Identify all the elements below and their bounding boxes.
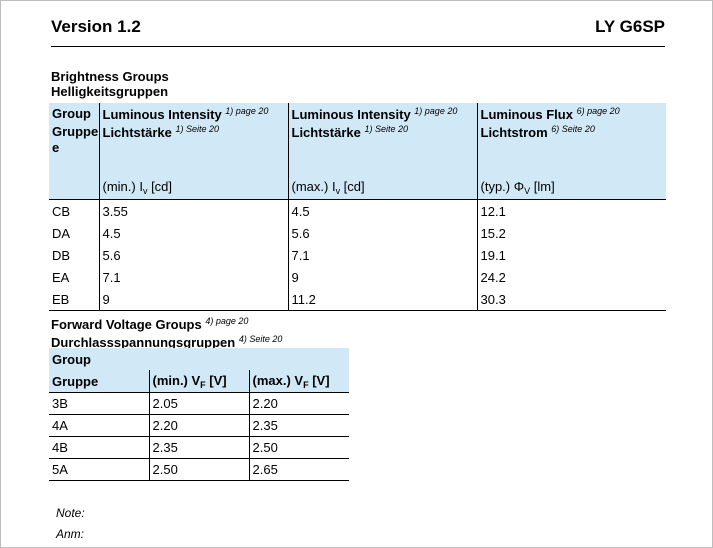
cell-max: 9 xyxy=(288,266,477,288)
cell-min: 9 xyxy=(99,288,288,311)
brightness-title xyxy=(51,69,169,99)
cell-min: 3.55 xyxy=(99,200,288,223)
cell-max: 5.6 xyxy=(288,222,477,244)
cell-min: 2.50 xyxy=(149,459,249,481)
table-row xyxy=(49,393,349,415)
col-max-de: Lichtstärke $^{1) Seite 20}$ xyxy=(288,124,477,156)
unit-flux: (typ.) $\Phi_V$ [lm] xyxy=(477,156,666,200)
cell-group: EA xyxy=(52,269,70,285)
table-row xyxy=(49,459,349,481)
table-row xyxy=(49,222,666,244)
table-row xyxy=(49,437,349,459)
cell-max: 11.2 xyxy=(288,288,477,311)
table-row xyxy=(49,415,349,437)
col-flux: Luminous Flux $^{6) page 20}$ xyxy=(477,103,666,124)
brightness-title-de: Helligkeitsgruppen xyxy=(51,84,169,99)
col-flux-de: Lichtstrom $^{6) Seite 20}$ xyxy=(477,124,666,156)
cell-min: 7.1 xyxy=(99,266,288,288)
unit-max: (max.) $I_v$ [cd] xyxy=(288,156,477,200)
voltage-title-en: Forward Voltage Groups $^{4) page 20}$ xyxy=(51,316,249,332)
col-group-en: Group xyxy=(52,351,91,367)
unit-min: (min.) $I_v$ [cd] xyxy=(99,156,288,200)
note-label: Note: xyxy=(56,506,85,520)
col-group-de: Gruppe e xyxy=(52,124,99,155)
cell-max: 7.1 xyxy=(288,244,477,266)
cell-min: 2.35 xyxy=(149,437,249,459)
brightness-title-en: Brightness Groups xyxy=(51,69,169,84)
col-group-en: Group xyxy=(52,106,91,121)
cell-max: 2.65 xyxy=(249,459,349,481)
col-max-intensity: Luminous Intensity $^{1) page 20}$ xyxy=(288,103,477,124)
table-row xyxy=(49,266,666,288)
page-header xyxy=(51,14,665,47)
col-min-intensity: Luminous Intensity $^{1) page 20}$ xyxy=(99,103,288,124)
voltage-header-row xyxy=(49,348,349,370)
col-min-de: Lichtstärke $^{1) Seite 20}$ xyxy=(99,124,288,156)
cell-min: 2.05 xyxy=(149,393,249,415)
brightness-header-row-de xyxy=(49,124,666,156)
cell-flux: 19.1 xyxy=(477,244,666,266)
cell-group: DA xyxy=(52,225,71,241)
cell-group: 4A xyxy=(49,415,149,437)
voltage-title-de: Durchlassspannungsgruppen $^{4) Seite 20}$ xyxy=(51,334,283,350)
voltage-title xyxy=(51,314,282,350)
cell-group: 5A xyxy=(49,459,149,481)
cell-group: EB xyxy=(49,288,99,311)
cell-min: 5.6 xyxy=(99,244,288,266)
cell-flux: 12.1 xyxy=(477,200,666,223)
col-max-voltage: (max.) $V_F$ [V] xyxy=(249,370,349,393)
cell-max: 2.35 xyxy=(249,415,349,437)
col-group-de: Gruppe xyxy=(52,373,99,389)
brightness-table xyxy=(49,103,666,311)
table-row xyxy=(49,244,666,266)
brightness-header-row xyxy=(49,103,666,124)
col-blank xyxy=(249,348,349,370)
voltage-header-row-2 xyxy=(49,370,349,393)
cell-flux: 24.2 xyxy=(477,266,666,288)
col-group-unit xyxy=(49,156,99,200)
cell-min: 4.5 xyxy=(99,222,288,244)
cell-max: 2.20 xyxy=(249,393,349,415)
col-min-voltage: (min.) $V_F$ [V] xyxy=(149,370,249,393)
cell-max: 4.5 xyxy=(288,200,477,223)
table-row xyxy=(49,200,666,223)
cell-group: CB xyxy=(52,203,71,219)
anm-label: Anm: xyxy=(56,527,85,541)
brightness-units-row xyxy=(49,156,666,200)
cell-max: 2.50 xyxy=(249,437,349,459)
cell-flux: 15.2 xyxy=(477,222,666,244)
product-name: LY G6SP xyxy=(595,17,665,36)
document-version: Version 1.2 xyxy=(51,17,141,36)
voltage-table xyxy=(49,348,349,481)
cell-min: 2.20 xyxy=(149,415,249,437)
cell-group: 4B xyxy=(49,437,149,459)
cell-flux: 30.3 xyxy=(477,288,666,311)
cell-group: DB xyxy=(52,247,71,263)
cell-group: 3B xyxy=(49,393,149,415)
table-row xyxy=(49,288,666,311)
col-blank xyxy=(149,348,249,370)
